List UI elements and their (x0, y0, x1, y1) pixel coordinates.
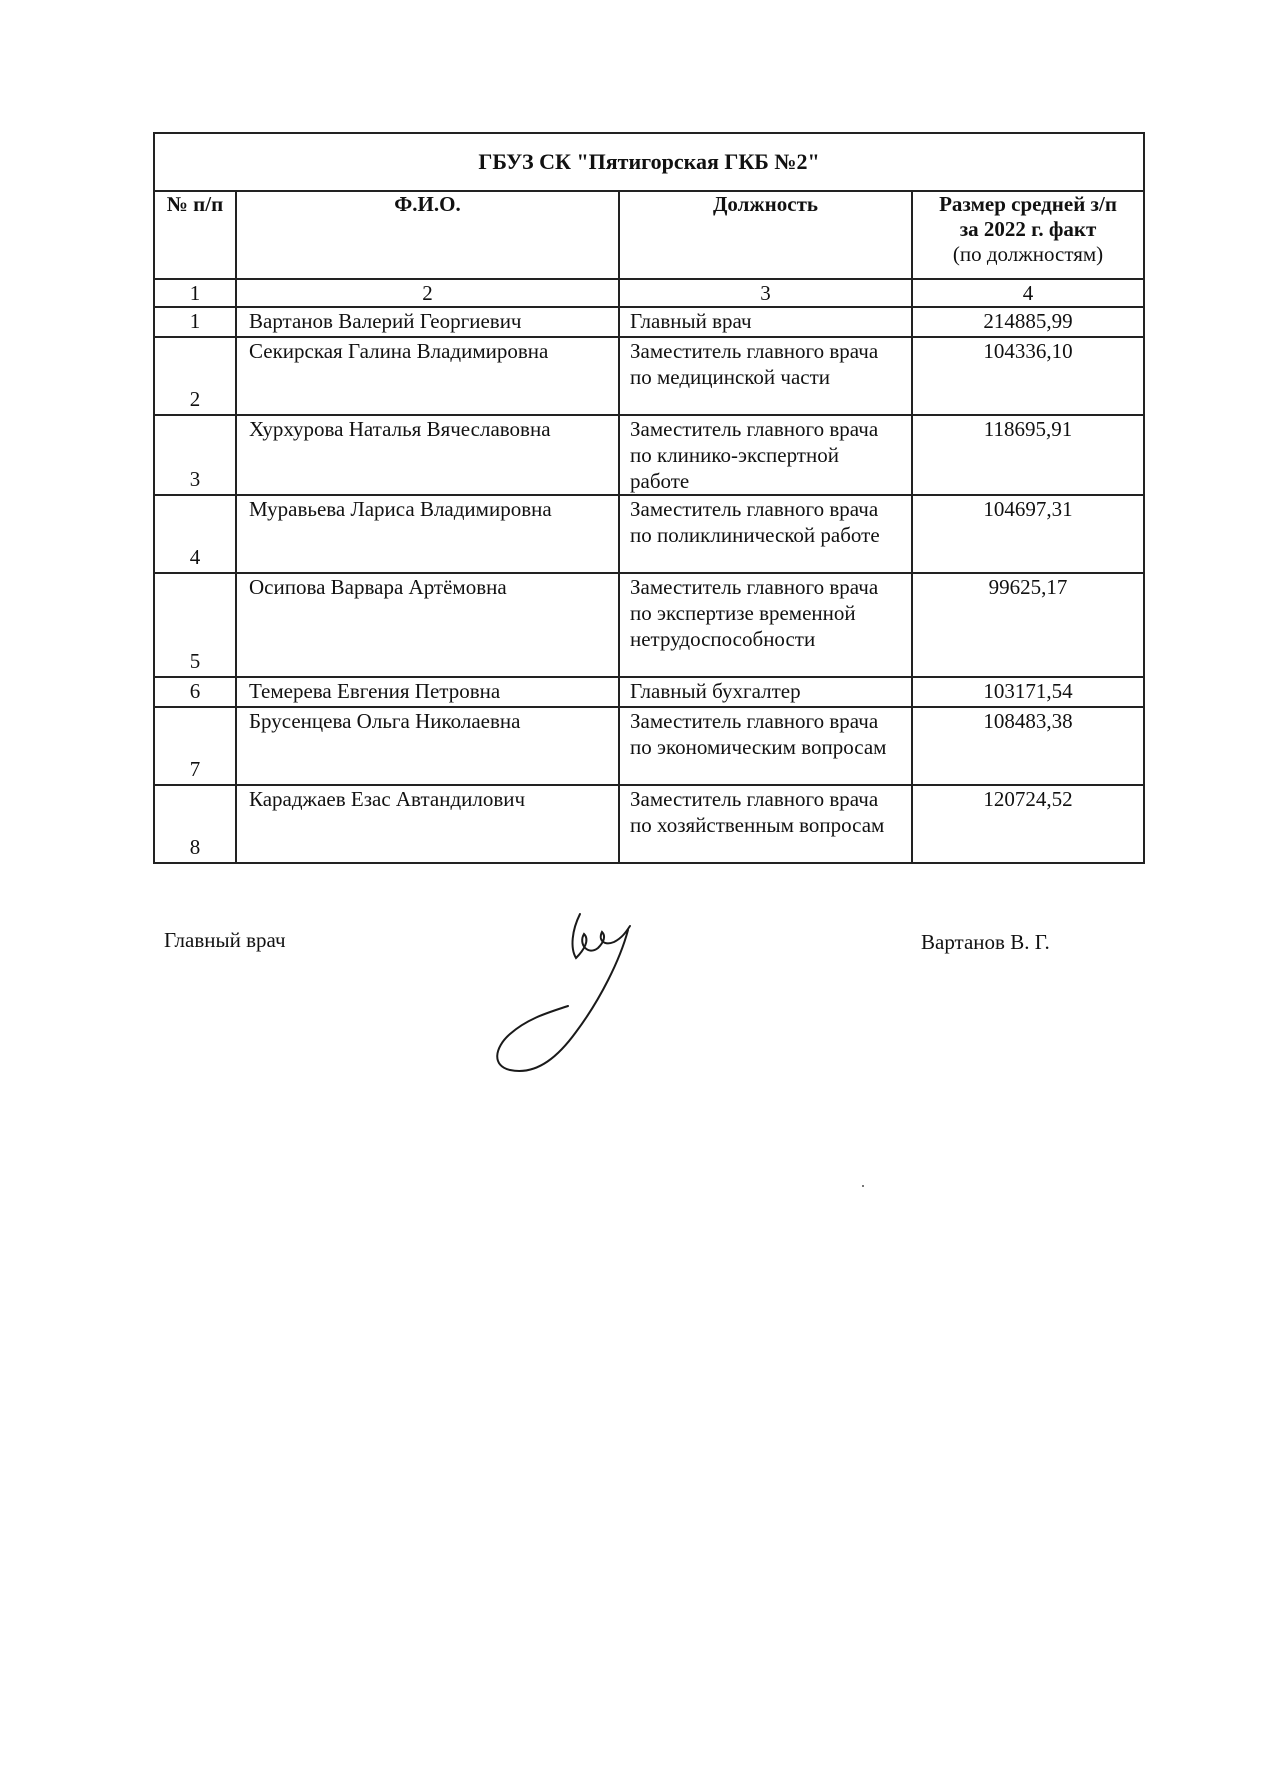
table-row (154, 337, 1144, 415)
row-position: Заместитель главного врача по хозяйственным вопросам (619, 785, 912, 863)
row-salary: 103171,54 (912, 677, 1144, 707)
table-title-row (154, 133, 1144, 191)
row-fio: Осипова Варвара Артёмовна (236, 573, 619, 677)
row-fio: Караджаев Езас Автандилович (236, 785, 619, 863)
row-fio: Муравьева Лариса Владимировна (236, 495, 619, 573)
row-position: Заместитель главного врача по поликлинической работе (619, 495, 912, 573)
column-number: 2 (236, 279, 619, 307)
header-num: № п/п (154, 191, 236, 279)
row-position: Заместитель главного врача по экономическим вопросам (619, 707, 912, 785)
table-row (154, 307, 1144, 337)
table-row (154, 573, 1144, 677)
row-number: 2 (154, 337, 236, 415)
organization-title: ГБУЗ СК "Пятигорская ГКБ №2" (154, 133, 1144, 191)
table-row (154, 677, 1144, 707)
row-position: Заместитель главного врача по клинико-экспертной работе (619, 415, 912, 495)
column-number: 4 (912, 279, 1144, 307)
column-number: 1 (154, 279, 236, 307)
header-row (154, 191, 1144, 279)
row-salary: 214885,99 (912, 307, 1144, 337)
table-row (154, 495, 1144, 573)
row-fio: Темерева Евгения Петровна (236, 677, 619, 707)
row-fio: Брусенцева Ольга Николаевна (236, 707, 619, 785)
header-fio: Ф.И.О. (236, 191, 619, 279)
row-salary: 120724,52 (912, 785, 1144, 863)
table-row (154, 707, 1144, 785)
signature-position-label: Главный врач (164, 928, 286, 952)
salary-table (153, 132, 1145, 864)
row-fio: Хурхурова Наталья Вячеславовна (236, 415, 619, 495)
row-number: 5 (154, 573, 236, 677)
row-number: 4 (154, 495, 236, 573)
row-salary: 99625,17 (912, 573, 1144, 677)
row-position: Заместитель главного врача по экспертизе временной нетрудоспособности (619, 573, 912, 677)
row-number: 6 (154, 677, 236, 707)
row-number: 1 (154, 307, 236, 337)
header-position: Должность (619, 191, 912, 279)
table-row (154, 785, 1144, 863)
table-row (154, 415, 1144, 495)
row-salary: 118695,91 (912, 415, 1144, 495)
row-salary: 104697,31 (912, 495, 1144, 573)
row-fio: Вартанов Валерий Георгиевич (236, 307, 619, 337)
scan-speck (862, 1185, 864, 1187)
column-number: 3 (619, 279, 912, 307)
header-salary-line2: за 2022 г. факт (959, 217, 1097, 241)
row-number: 3 (154, 415, 236, 495)
row-number: 8 (154, 785, 236, 863)
row-salary: 104336,10 (912, 337, 1144, 415)
header-salary-line3: (по должностям) (952, 242, 1104, 266)
header-salary-line1: Размер средней з/п (939, 192, 1117, 216)
header-salary (912, 191, 1144, 279)
signatory-name: Вартанов В. Г. (921, 930, 1050, 954)
row-position: Главный врач (619, 307, 912, 337)
row-fio: Секирская Галина Владимировна (236, 337, 619, 415)
row-number: 7 (154, 707, 236, 785)
row-position: Заместитель главного врача по медицинской части (619, 337, 912, 415)
column-number-row (154, 279, 1144, 307)
row-salary: 108483,38 (912, 707, 1144, 785)
row-position: Главный бухгалтер (619, 677, 912, 707)
handwritten-signature (480, 900, 680, 1090)
